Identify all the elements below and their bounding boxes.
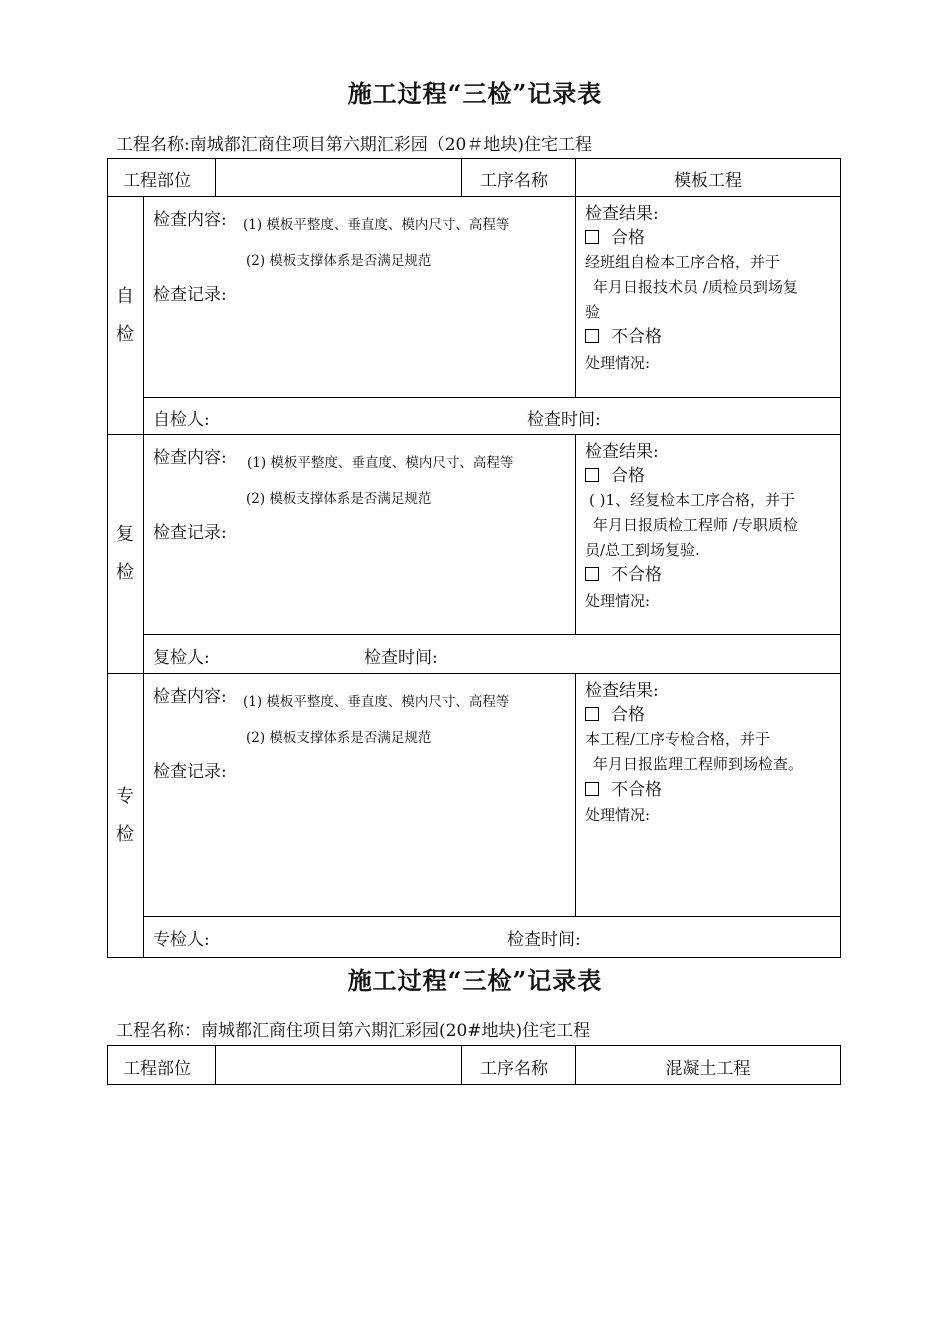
fail-checkbox[interactable]: 不合格 xyxy=(585,322,662,347)
check-item-1: (1) 模板平整度、垂直度、模内尺寸、高程等 xyxy=(243,217,510,233)
form1-title: 施工过程“三检”记录表 xyxy=(347,79,603,108)
handle-label: 处理情况: xyxy=(585,354,651,372)
time-label: 检查时间: xyxy=(364,648,438,668)
pass-checkbox[interactable]: 合格 xyxy=(585,461,645,486)
form2-project-name: 工程名称：南城都汇商住项目第六期汇彩园(20#地块)住宅工程 xyxy=(116,1021,591,1041)
process-label: 工序名称 xyxy=(480,1059,548,1079)
pass-note: 验 xyxy=(585,303,601,321)
pass-note: 经班组自检本工序合格，并于 xyxy=(585,253,781,271)
check-item-2: (2) 模板支撑体系是否满足规范 xyxy=(246,491,432,507)
pass-note: 本工程/工序专检合格，并于 xyxy=(585,730,771,748)
checkbox-icon xyxy=(585,567,599,581)
pass-checkbox[interactable]: 合格 xyxy=(585,700,645,725)
check-item-2: (2) 模板支撑体系是否满足规范 xyxy=(246,253,432,269)
pass-checkbox[interactable]: 合格 xyxy=(585,223,645,248)
pass-note: 年月日报技术员 /质检员到场复 xyxy=(593,278,798,296)
inspector-label: 复检人: xyxy=(153,648,210,668)
process-value: 模板工程 xyxy=(674,171,742,191)
record-label: 检查记录: xyxy=(153,762,227,782)
handle-label: 处理情况: xyxy=(585,806,651,824)
inspector-label: 专检人: xyxy=(153,930,210,950)
time-label: 检查时间: xyxy=(507,930,581,950)
result-label: 检查结果: xyxy=(585,681,659,701)
checkbox-icon xyxy=(585,782,599,796)
re-check-label: 复 检 xyxy=(116,524,134,583)
part-label: 工程部位 xyxy=(123,171,191,191)
pass-note: 年月日报监理工程师到场检查。 xyxy=(593,755,804,773)
handle-label: 处理情况: xyxy=(585,592,651,610)
checkbox-icon xyxy=(585,230,599,244)
check-item-1: (1) 模板平整度、垂直度、模内尺寸、高程等 xyxy=(243,694,510,710)
record-label: 检查记录: xyxy=(153,523,227,543)
content-label: 检查内容: xyxy=(153,448,227,468)
checkbox-icon xyxy=(585,468,599,482)
pass-note: ( )1、经复检本工序合格，并于 xyxy=(589,491,796,509)
form1-project-name: 工程名称:南城都汇商住项目第六期汇彩园（20＃地块)住宅工程 xyxy=(116,135,592,155)
result-label: 检查结果: xyxy=(585,204,659,224)
process-label: 工序名称 xyxy=(480,171,548,191)
record-label: 检查记录: xyxy=(153,285,227,305)
process-value: 混凝土工程 xyxy=(665,1059,751,1079)
form2-title: 施工过程“三检”记录表 xyxy=(347,966,603,995)
inspector-label: 自检人: xyxy=(153,410,210,430)
fail-checkbox[interactable]: 不合格 xyxy=(585,560,662,585)
check-item-2: (2) 模板支撑体系是否满足规范 xyxy=(246,730,432,746)
special-check-label: 专 检 xyxy=(116,786,134,845)
fail-checkbox[interactable]: 不合格 xyxy=(585,775,662,800)
content-label: 检查内容: xyxy=(153,210,227,230)
checkbox-icon xyxy=(585,707,599,721)
result-label: 检查结果: xyxy=(585,442,659,462)
check-item-1: (1) 模板平整度、垂直度、模内尺寸、高程等 xyxy=(247,455,514,471)
self-check-label: 自 检 xyxy=(116,286,134,345)
checkbox-icon xyxy=(585,329,599,343)
pass-note: 年月日报质检工程师 /专职质检 xyxy=(593,516,798,534)
time-label: 检查时间: xyxy=(527,410,601,430)
content-label: 检查内容: xyxy=(153,687,227,707)
pass-note: 员/总工到场复验. xyxy=(585,541,700,559)
part-label: 工程部位 xyxy=(123,1059,191,1079)
